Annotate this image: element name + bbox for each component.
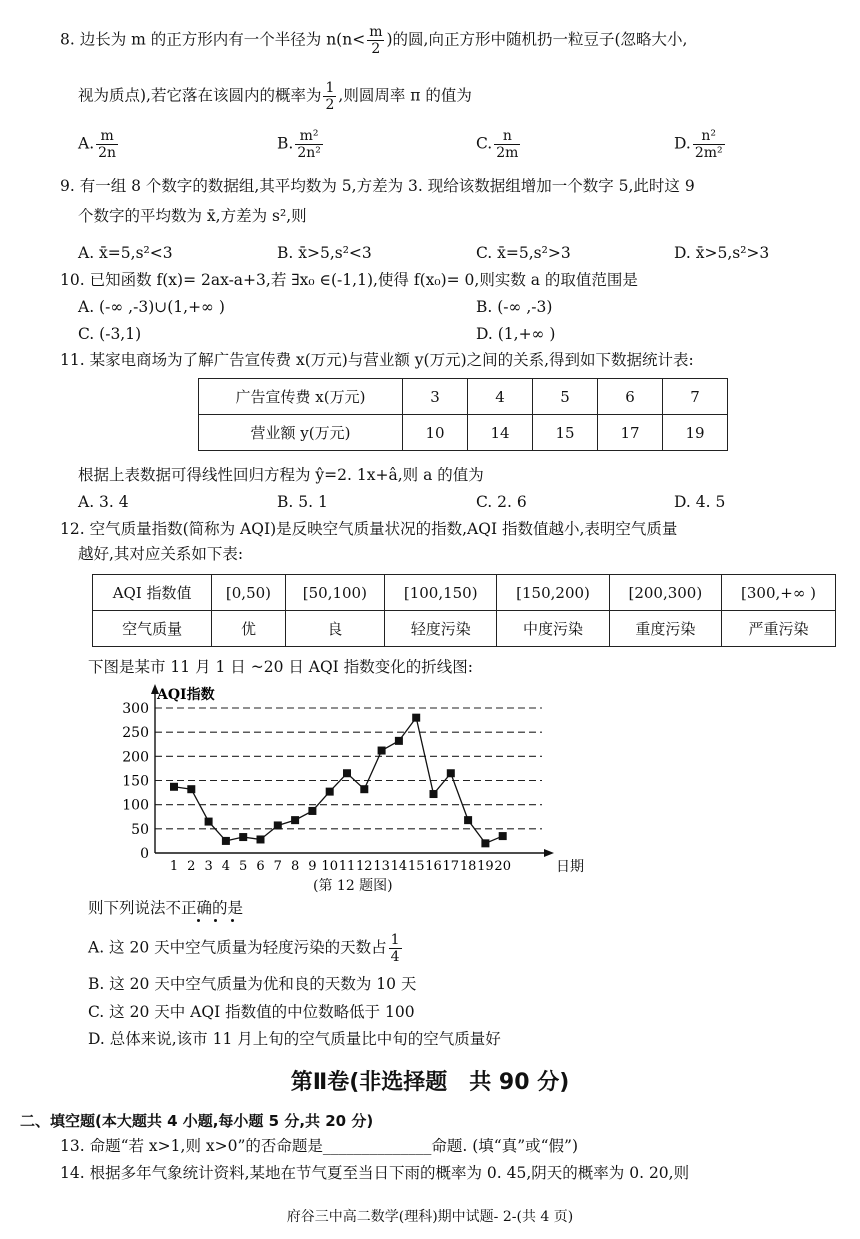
q8-line1: 8. 边长为 m 的正方形内有一个半径为 n(n< $\frac{m}{2}$ )的圆,向正方形中随机扔一粒豆子(忽略大小, bbox=[60, 24, 688, 57]
y-tick-label: 250 bbox=[122, 725, 149, 742]
table-cell: [200,300) bbox=[609, 575, 721, 611]
data-point bbox=[499, 832, 507, 840]
x-tick-label: 1 bbox=[169, 859, 179, 874]
q10-option-a: A. (-∞ ,-3)∪(1,+∞ ) bbox=[78, 298, 225, 316]
x-tick-label: 14 bbox=[390, 859, 408, 874]
q12-line2: 越好,其对应关系如下表: bbox=[78, 545, 244, 563]
data-point bbox=[239, 833, 247, 841]
y-tick-label: 100 bbox=[122, 797, 149, 814]
table-cell: 广告宣传费 x(万元) bbox=[199, 379, 403, 415]
table-cell: [0,50) bbox=[212, 575, 285, 611]
q12-option-a: A. 这 20 天中空气质量为轻度污染的天数占 $\frac{1}{4}$ bbox=[88, 932, 400, 965]
table-cell: 7 bbox=[663, 379, 728, 415]
table-cell: [50,100) bbox=[285, 575, 384, 611]
table-cell: 营业额 y(万元) bbox=[199, 415, 403, 451]
q9-option-d: D. x̄>5,s²>3 bbox=[674, 244, 770, 262]
table-row bbox=[93, 575, 836, 611]
q9-option-b: B. x̄>5,s²<3 bbox=[277, 244, 372, 262]
x-tick-label: 7 bbox=[273, 859, 282, 874]
table-cell: 优 bbox=[212, 611, 285, 647]
table-cell: 严重污染 bbox=[722, 611, 836, 647]
table-cell: 6 bbox=[598, 379, 663, 415]
q11-line1: 11. 某家电商场为了解广告宣传费 x(万元)与营业额 y(万元)之间的关系,得到如下数据统计表: bbox=[60, 351, 694, 369]
q14-line: 14. 根据多年气象统计资料,某地在节气夏至当日下雨的概率为 0. 45,阴天的概率为 0. 20,则 bbox=[60, 1164, 690, 1182]
data-point bbox=[205, 818, 213, 826]
part-heading: 二、填空题(本大题共 4 小题,每小题 5 分,共 20 分) bbox=[20, 1112, 374, 1130]
table-cell: 4 bbox=[468, 379, 533, 415]
data-point bbox=[481, 839, 489, 847]
q9-option-c: C. x̄=5,s²>3 bbox=[476, 244, 571, 262]
aqi-level-table bbox=[92, 574, 836, 647]
aqi-line-chart bbox=[110, 678, 610, 900]
x-axis-label: 日期 bbox=[556, 859, 584, 875]
x-tick-label: 2 bbox=[187, 859, 196, 874]
x-tick-label: 5 bbox=[239, 859, 248, 874]
fraction-m-over-2: $\frac{m}{2}$ bbox=[369, 24, 383, 57]
table-cell: 17 bbox=[598, 415, 663, 451]
q10-line1: 10. 已知函数 f(x)= 2ax-a+3,若 ∃x₀ ∈(-1,1),使得 f(x₀)= 0,则实数 a 的取值范围是 bbox=[60, 271, 638, 289]
y-axis-label: AQI指数 bbox=[157, 687, 215, 703]
q12-line1: 12. 空气质量指数(简称为 AQI)是反映空气质量状况的指数,AQI 指数值越小,表明空气质量 bbox=[60, 520, 678, 538]
q8-option-b: B. $\frac{\text{m²}}{\text{2n²}}$ bbox=[277, 128, 321, 161]
table-cell: [100,150) bbox=[385, 575, 497, 611]
section-title: 第Ⅱ卷(非选择题 共 90 分) bbox=[290, 1070, 570, 1095]
table-row bbox=[199, 379, 728, 415]
q11-option-b: B. 5. 1 bbox=[277, 493, 328, 511]
q11-option-c: C. 2. 6 bbox=[476, 493, 527, 511]
table-cell: AQI 指数值 bbox=[93, 575, 212, 611]
q11-line2: 根据上表数据可得线性回归方程为 ŷ=2. 1x+â,则 a 的值为 bbox=[78, 466, 484, 484]
table-cell: 轻度污染 bbox=[385, 611, 497, 647]
data-point bbox=[170, 783, 178, 791]
y-tick-label: 0 bbox=[140, 846, 149, 862]
q13-line: 13. 命题“若 x>1,则 x>0”的否命题是______________命题. (填“真”或“假”) bbox=[60, 1137, 579, 1155]
x-tick-label: 16 bbox=[425, 859, 442, 874]
y-tick-label: 300 bbox=[122, 701, 149, 717]
x-tick-label: 9 bbox=[308, 859, 317, 874]
table-cell: 14 bbox=[468, 415, 533, 451]
q10-option-b: B. (-∞ ,-3) bbox=[476, 298, 553, 316]
x-tick-label: 17 bbox=[442, 859, 460, 874]
table-cell: 10 bbox=[403, 415, 468, 451]
table-cell: 15 bbox=[533, 415, 598, 451]
fraction-one-half: $\frac{1}{2}$ bbox=[325, 80, 335, 113]
q8-line2: 视为质点),若它落在该圆内的概率为 $\frac{1}{2}$ ,则圆周率 π 的值为 bbox=[78, 80, 472, 113]
q9-line1: 9. 有一组 8 个数字的数据组,其平均数为 5,方差为 3. 现给该数据组增加一个数字 5,此时这 9 bbox=[60, 177, 695, 195]
table-row bbox=[199, 415, 728, 451]
y-tick-label: 200 bbox=[122, 749, 149, 766]
x-tick-label: 11 bbox=[338, 859, 356, 874]
x-tick-label: 15 bbox=[407, 859, 425, 874]
data-point bbox=[464, 816, 472, 824]
x-tick-label: 4 bbox=[221, 859, 231, 874]
x-tick-label: 8 bbox=[290, 859, 300, 874]
x-tick-label: 10 bbox=[321, 859, 338, 874]
table-cell: 5 bbox=[533, 379, 598, 415]
table-cell: 3 bbox=[403, 379, 468, 415]
data-point bbox=[360, 785, 368, 793]
data-point bbox=[326, 788, 334, 796]
q12-option-c: C. 这 20 天中 AQI 指数值的中位数略低于 100 bbox=[88, 1003, 415, 1021]
data-point bbox=[222, 837, 230, 845]
table-row bbox=[93, 611, 836, 647]
data-point bbox=[291, 816, 299, 824]
q12-option-d: D. 总体来说,该市 11 月上旬的空气质量比中旬的空气质量好 bbox=[88, 1030, 501, 1048]
data-point bbox=[274, 821, 282, 829]
y-tick-label: 50 bbox=[131, 821, 149, 838]
q9-line2: 个数字的平均数为 x̄,方差为 s²,则 bbox=[78, 207, 307, 225]
chart-caption: (第 12 题图) bbox=[313, 878, 393, 894]
q12-line3: 下图是某市 11 月 1 日 ~20 日 AQI 指数变化的折线图: bbox=[88, 658, 473, 676]
data-point bbox=[412, 714, 420, 722]
table-cell: 中度污染 bbox=[497, 611, 609, 647]
data-point bbox=[430, 790, 438, 798]
q10-option-c: C. (-3,1) bbox=[78, 325, 142, 343]
data-point bbox=[395, 737, 403, 745]
x-tick-label: 20 bbox=[494, 859, 511, 874]
x-tick-label: 13 bbox=[373, 859, 390, 874]
data-point bbox=[447, 769, 455, 777]
table-cell: 重度污染 bbox=[609, 611, 721, 647]
q11-option-a: A. 3. 4 bbox=[78, 493, 129, 511]
x-tick-label: 18 bbox=[459, 859, 477, 874]
table-cell: 良 bbox=[285, 611, 384, 647]
x-tick-label: 3 bbox=[204, 859, 213, 874]
x-tick-label: 19 bbox=[477, 859, 494, 874]
q10-option-d: D. (1,+∞ ) bbox=[476, 325, 556, 343]
table-cell: [300,+∞ ) bbox=[722, 575, 836, 611]
q12-option-b: B. 这 20 天中空气质量为优和良的天数为 10 天 bbox=[88, 975, 417, 993]
q8-option-d: D. $\frac{\text{n²}}{\text{2m²}}$ bbox=[674, 128, 723, 161]
q9-option-a: A. x̄=5,s²<3 bbox=[78, 244, 173, 262]
data-point bbox=[343, 769, 351, 777]
data-point bbox=[378, 747, 386, 755]
data-point bbox=[308, 807, 316, 815]
y-tick-label: 150 bbox=[122, 773, 149, 790]
x-tick-label: 6 bbox=[256, 859, 265, 874]
table-cell: 空气质量 bbox=[93, 611, 212, 647]
q11-data-table bbox=[198, 378, 728, 451]
data-point bbox=[187, 785, 195, 793]
q12-question: 则下列说法不正确的是 bbox=[88, 899, 244, 917]
x-axis-arrow bbox=[544, 849, 554, 857]
q8-option-a: A. $\frac{m}{2n}$ bbox=[78, 128, 117, 161]
x-tick-label: 12 bbox=[356, 859, 373, 874]
q11-option-d: D. 4. 5 bbox=[674, 493, 726, 511]
table-cell: 19 bbox=[663, 415, 728, 451]
data-point bbox=[257, 835, 265, 843]
table-cell: [150,200) bbox=[497, 575, 609, 611]
q8-option-c: C. $\frac{n}{2m}$ bbox=[476, 128, 519, 161]
page-footer: 府谷三中高二数学(理科)期中试题- 2-(共 4 页) bbox=[286, 1209, 574, 1225]
